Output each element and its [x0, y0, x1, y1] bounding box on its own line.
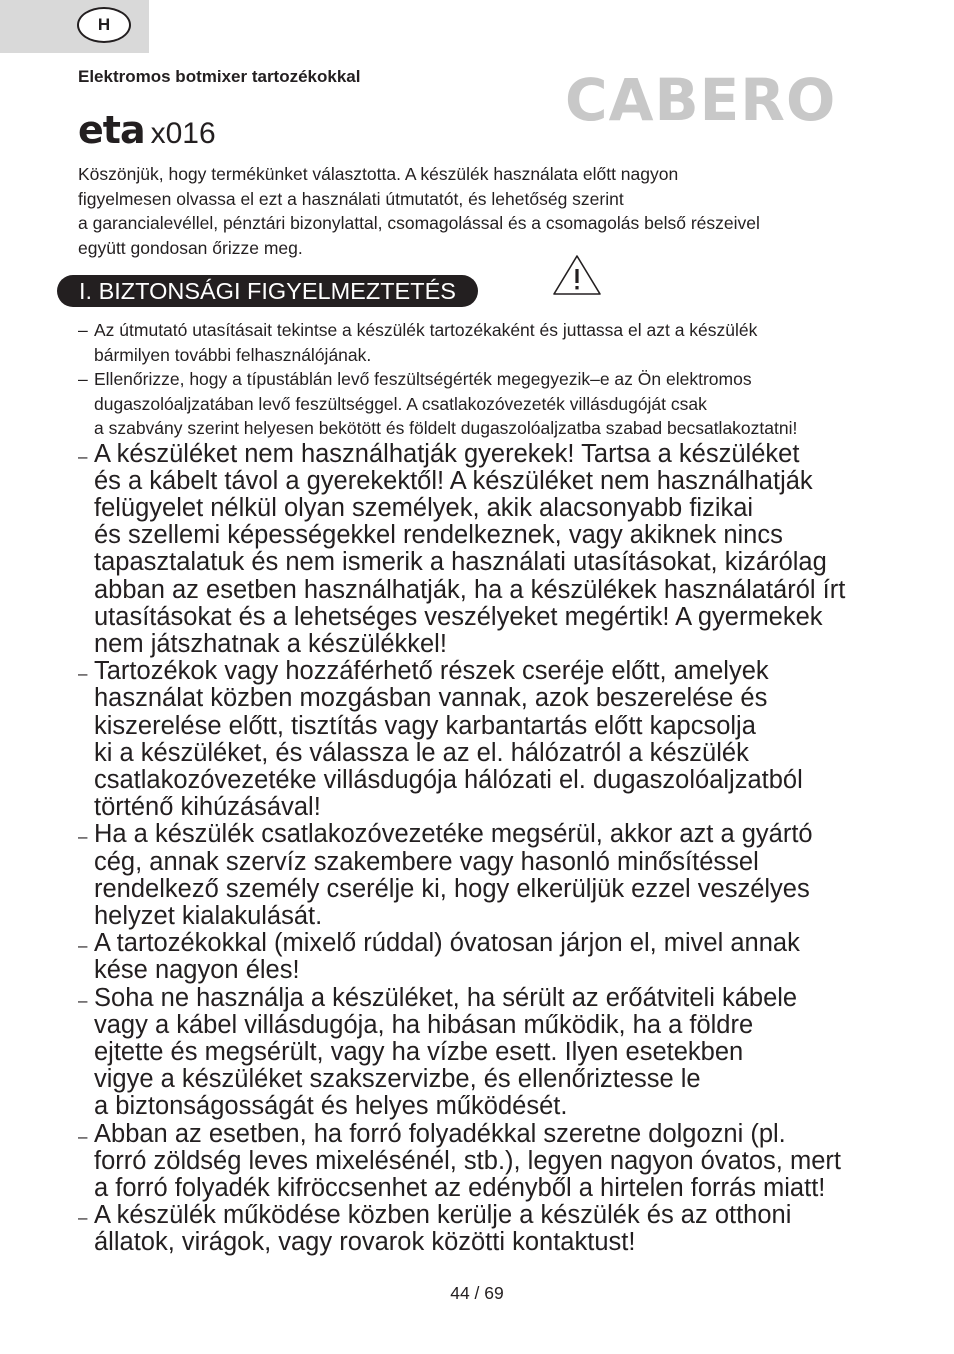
- warning-item-line: kése nagyon éles!: [94, 956, 300, 985]
- warning-item: [78, 318, 938, 367]
- warning-item-line: a szabvány szerint helyesen bekötött és földelt dugaszolóaljzatba szabad becsatlakoztatni!: [94, 418, 798, 438]
- intro-paragraph: [78, 162, 898, 260]
- language-tab: [0, 0, 149, 53]
- warning-item-line: rendelkező személy cserélje ki, hogy elkerüljük ezzel veszélyes: [94, 874, 810, 903]
- warning-item-line: Abban az esetben, ha forró folyadékkal szeretne dolgozni (pl.: [94, 1119, 786, 1148]
- bullet-dash: –: [78, 446, 88, 466]
- warning-item-line: helyzet kialakulását.: [94, 901, 323, 930]
- warning-item-line: Soha ne használja a készüléket, ha sérült az erőátviteli kábele: [94, 983, 798, 1012]
- warning-item-line: használat közben mozgásban vannak, azok beszerelése és: [94, 684, 768, 713]
- warning-item-line: abban az esetben használhatják, ha a készülékek használatáról írt: [94, 575, 846, 604]
- section-heading: I. BIZTONSÁGI FIGYELMEZTETÉS: [57, 275, 478, 307]
- brand-logo: eta: [78, 108, 145, 152]
- intro-line: a garancialevéllel, pénztári bizonylattal, csomagolással és a csomagolás belső részeivel: [78, 213, 760, 233]
- warning-item: [78, 821, 938, 930]
- warning-item-line: Ellenőrizze, hogy a típustáblán levő feszültségérték megegyezik–e az Ön elektromos: [94, 369, 752, 389]
- warning-item-line: Az útmutató utasításait tekintse a készülék tartozékaként és juttassa el azt a készülék: [94, 320, 758, 340]
- warning-item-line: nem játszhatnak a készülékkel!: [94, 629, 447, 658]
- intro-line: együtt gondosan őrizze meg.: [78, 237, 303, 258]
- warning-item: [78, 658, 938, 821]
- warning-item-line: bármilyen további felhasználójának.: [94, 344, 372, 365]
- warning-item: [78, 1202, 938, 1256]
- warning-item-line: a biztonságosságát és helyes működését.: [94, 1092, 568, 1121]
- warning-item-line: és szellemi képességekkel rendelkeznek, vagy akiknek nincs: [94, 521, 783, 550]
- bullet-dash: –: [78, 369, 88, 389]
- warning-item-line: csatlakozóvezetéke villásdugója hálózati el. dugaszolóaljzatból: [94, 765, 803, 794]
- warning-item: [78, 441, 938, 659]
- warning-item-line: és a kábelt távol a gyerekektől! A készüléket nem használhatják: [94, 466, 813, 495]
- intro-line: Köszönjük, hogy termékünket választotta. A készülék használata előtt nagyon: [78, 164, 679, 184]
- model-number: x016: [150, 117, 216, 150]
- warning-item-line: Ha a készülék csatlakozóvezetéke megsérül, akkor azt a gyártó: [94, 820, 813, 849]
- warning-item-line: dugaszolóaljzatában levő feszültséggel. A csatlakozóvezeték villásdugóját csak: [94, 393, 707, 414]
- bullet-dash: –: [78, 1126, 88, 1146]
- product-subtitle: Elektromos botmixer tartozékokkal: [78, 67, 361, 86]
- warning-item-line: Tartozékok vagy hozzáférhető részek cseréje előtt, amelyek: [94, 657, 769, 686]
- bullet-dash: –: [78, 936, 88, 956]
- intro-line: figyelmesen olvassa el ezt a használati útmutatót, és lehetőség szerint: [78, 188, 624, 209]
- warning-item-line: felügyelet nélkül olyan személyek, akik alacsonyabb fizikai: [94, 493, 754, 522]
- warning-item-line: tapasztalatuk és nem ismerik a használati utasításokat, kizárólag: [94, 548, 827, 577]
- bullet-dash: –: [78, 320, 88, 340]
- warning-item-line: A készüléket nem használhatják gyerekek! Tartsa a készüléket: [94, 439, 800, 468]
- warning-item-line: cég, annak szervíz szakembere vagy hasonló minősítéssel: [94, 847, 759, 876]
- bullet-dash: –: [78, 664, 88, 684]
- warning-item: [78, 1121, 938, 1203]
- warning-item-line: állatok, virágok, vagy rovarok közötti kontaktust!: [94, 1228, 636, 1257]
- warning-item-line: ki a készüléket, és válassza le az el. hálózatról a készülék: [94, 738, 749, 767]
- bullet-dash: –: [78, 1208, 88, 1228]
- warning-item: [78, 985, 938, 1121]
- warning-item-line: történő kihúzásával!: [94, 793, 321, 822]
- language-badge: H: [77, 7, 131, 43]
- warning-item-line: utasításokat és a lehetséges veszélyeket megértik! A gyermekek: [94, 602, 823, 631]
- warning-item-line: vigye a készüléket szakszervizbe, és ellenőriztesse le: [94, 1065, 701, 1094]
- warning-item-line: forró zöldség leves mixelésénél, stb.), legyen nagyon óvatos, mert: [94, 1146, 841, 1175]
- warning-item-line: vagy a kábel villásdugója, ha hibásan működik, ha a földre: [94, 1010, 754, 1039]
- warning-item-line: ejtette és megsérült, vagy ha vízbe esett. Ilyen esetekben: [94, 1037, 744, 1066]
- warning-item: [78, 367, 938, 441]
- safety-warnings-list: [78, 318, 938, 1257]
- brand-heading: [78, 108, 216, 152]
- warning-item-line: A készülék működése közben kerülje a készülék és az otthoni: [94, 1201, 792, 1230]
- bullet-dash: –: [78, 827, 88, 847]
- watermark: CABERO: [565, 66, 837, 134]
- bullet-dash: –: [78, 990, 88, 1010]
- warning-item-line: A tartozékokkal (mixelő rúddal) óvatosan járjon el, mivel annak: [94, 929, 800, 958]
- warning-triangle-icon: [551, 253, 603, 297]
- warning-item-line: kiszerelése előtt, tisztítás vagy karbantartás előtt kapcsolja: [94, 711, 756, 740]
- warning-item: [78, 930, 938, 984]
- warning-item-line: a forró folyadék kifröccsenhet az edényből a hirtelen forrás miatt!: [94, 1173, 826, 1202]
- page-number: 44 / 69: [450, 1283, 504, 1303]
